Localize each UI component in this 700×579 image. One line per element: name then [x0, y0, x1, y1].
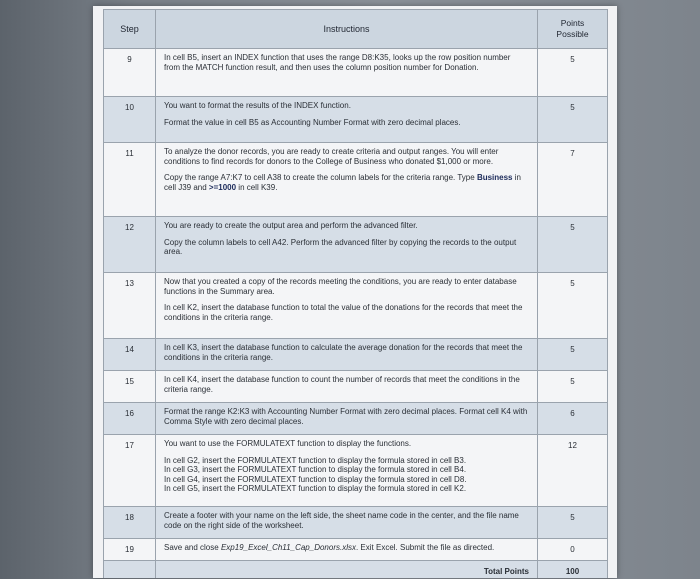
table-row	[104, 507, 608, 539]
instruction-cell	[156, 143, 538, 217]
step-number: 14	[104, 339, 156, 371]
instruction-text	[164, 173, 531, 192]
instruction-text: Copy the column labels to cell A42. Perform the advanced filter by copying the records to the output area.	[164, 237, 517, 257]
step-number: 13	[104, 273, 156, 339]
header-step: Step	[104, 10, 156, 49]
table-row	[104, 273, 608, 339]
instruction-cell	[156, 217, 538, 273]
instruction-text: Format the range K2:K3 with Accounting Number Format with zero decimal places. Format cell K4 with Comma Style with zero decimal places.	[164, 407, 528, 426]
instruction-text: from the MATCH function result, and then uses the column position number for Donation.	[164, 62, 479, 72]
points-value: 7	[538, 143, 608, 217]
instruction-cell	[156, 507, 538, 539]
points-value: 5	[538, 507, 608, 539]
instruction-text: You want to format the results of the INDEX function.	[164, 101, 351, 110]
instruction-text: In cell B5, insert an INDEX function that uses the range D8:K35, looks up the row position number	[164, 53, 511, 62]
instruction-text: You want to use the FORMULATEXT function to display the functions.	[164, 439, 412, 448]
instruction-cell	[156, 273, 538, 339]
list-item: In cell G2, insert the FORMULATEXT function to display the formula stored in cell B3.	[164, 455, 467, 465]
header-instructions: Instructions	[156, 10, 538, 49]
list-item: In cell G5, insert the FORMULATEXT function to display the formula stored in cell K2.	[164, 484, 467, 494]
header-points	[538, 10, 608, 49]
points-value: 12	[538, 435, 608, 507]
criteria-value-business: Business	[476, 173, 513, 183]
table-row	[104, 371, 608, 403]
points-value: 5	[538, 273, 608, 339]
instruction-text-part: in cell J39 and	[164, 173, 521, 192]
table-row	[104, 49, 608, 97]
instruction-text: You are ready to create the output area and perform the advanced filter.	[164, 221, 418, 230]
points-value: 5	[538, 97, 608, 143]
formulatext-list	[164, 456, 531, 494]
total-value: 100	[538, 561, 608, 579]
header-points-line2: Possible	[556, 29, 589, 39]
instruction-text	[164, 543, 531, 553]
file-name: Exp19_Excel_Ch11_Cap_Donors.xlsx	[220, 543, 356, 552]
instruction-text: Create a footer with your name on the left side, the sheet name code in the center, and the file name code on the right side of the worksheet.	[164, 511, 519, 530]
table-row	[104, 435, 608, 507]
instruction-text: In cell K2, insert the database function to total the value of the donations for the records that meet the conditions in the criteria range.	[164, 303, 523, 322]
points-value: 5	[538, 371, 608, 403]
step-number: 12	[104, 217, 156, 273]
instruction-cell	[156, 97, 538, 143]
instructions-table	[103, 9, 608, 578]
total-empty-cell	[104, 561, 156, 579]
instruction-text-part: . Exit Excel. Submit the file as directed.	[355, 543, 495, 552]
step-number: 10	[104, 97, 156, 143]
instruction-text: To analyze the donor records, you are ready to create criteria and output ranges. You will enter conditions to find records for donors to the College of Business who donated $1,000 or more.	[164, 147, 499, 166]
instruction-cell	[156, 403, 538, 435]
table-row	[104, 143, 608, 217]
step-number: 18	[104, 507, 156, 539]
step-number: 11	[104, 143, 156, 217]
instruction-text-part: Save and close	[164, 543, 221, 552]
list-item: In cell G4, insert the FORMULATEXT function to display the formula stored in cell D8.	[164, 474, 467, 484]
table-row	[104, 539, 608, 561]
instruction-text: In cell K4, insert the database function to count the number of records that meet the conditions in the criteria range.	[164, 375, 520, 394]
instruction-cell	[156, 339, 538, 371]
step-number: 9	[104, 49, 156, 97]
points-value: 5	[538, 49, 608, 97]
total-row	[104, 561, 608, 579]
instruction-text: Format the value in cell B5 as Accounting Number Format with zero decimal places.	[164, 117, 461, 127]
table-row	[104, 339, 608, 371]
step-number: 16	[104, 403, 156, 435]
points-value: 6	[538, 403, 608, 435]
list-item: In cell G3, insert the FORMULATEXT function to display the formula stored in cell B4.	[164, 465, 467, 475]
instruction-text-part: in cell K39.	[236, 182, 278, 192]
step-number: 15	[104, 371, 156, 403]
instruction-cell	[156, 49, 538, 97]
instruction-text: In cell K3, insert the database function to calculate the average donation for the records that meet the conditions in the criteria range.	[164, 343, 523, 362]
points-value: 5	[538, 217, 608, 273]
table-row	[104, 97, 608, 143]
table-row	[104, 217, 608, 273]
instruction-cell	[156, 435, 538, 507]
total-label: Total Points	[156, 561, 538, 579]
criteria-value-amount: >=1000	[208, 182, 237, 192]
points-value: 5	[538, 339, 608, 371]
points-value: 0	[538, 539, 608, 561]
step-number: 19	[104, 539, 156, 561]
table-row	[104, 403, 608, 435]
instruction-sheet	[93, 6, 617, 578]
header-points-line1: Points	[560, 18, 585, 28]
step-number: 17	[104, 435, 156, 507]
table-header-row	[104, 10, 608, 49]
instruction-text: Now that you created a copy of the records meeting the conditions, you are ready to enter database functions in the Summary area.	[164, 277, 517, 296]
instruction-cell	[156, 371, 538, 403]
instruction-text-part: Copy the range A7:K7 to cell A38 to create the column labels for the criteria range. Type	[164, 173, 475, 183]
instruction-cell	[156, 539, 538, 561]
